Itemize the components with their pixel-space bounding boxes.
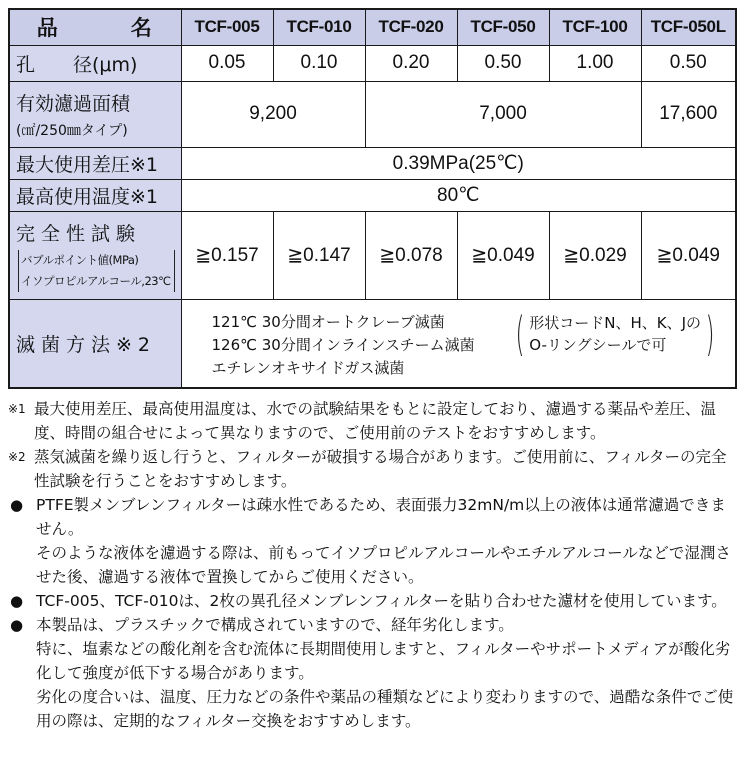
note-mark	[8, 685, 36, 733]
area-row	[9, 81, 736, 147]
sterilization-note-1: 形状コードN、H、K、Jの	[529, 313, 702, 332]
integrity-sublabel	[18, 250, 175, 292]
note-text: PTFE製メンブレンフィルターは疎水性であるため、表面張力32mN/m以上の液体は通常濾過できません。	[36, 496, 726, 538]
note-item	[8, 397, 737, 445]
notes-section	[8, 397, 737, 733]
model-tcf-005: TCF-005	[181, 9, 273, 45]
note-text: 劣化の度合いは、温度、圧力などの条件や薬品の種類などにより変わりますので、過酷な条件でご使用の際は、定期的なフィルター交換をおすすめします。	[36, 688, 734, 730]
bullet-icon: ●	[10, 496, 24, 514]
integrity-value: ≧0.049	[457, 211, 549, 299]
max-pressure-row	[9, 147, 736, 179]
max-pressure-value: 0.39MPa(25℃)	[181, 147, 736, 179]
note-mark: ※1	[8, 402, 26, 416]
pore-value: 0.10	[273, 45, 365, 81]
integrity-sublabel-1: バブルポイント値(MPa)	[21, 252, 139, 267]
sterilization-method: エチレンオキサイドガス滅菌	[211, 358, 405, 377]
max-pressure-label: 最大使用差圧※1	[9, 147, 181, 179]
max-temp-value: 80℃	[181, 179, 736, 211]
pore-row	[9, 45, 736, 81]
header-row	[9, 9, 736, 45]
spec-table	[8, 8, 737, 389]
integrity-value: ≧0.049	[641, 211, 736, 299]
note-mark: ※2	[8, 450, 26, 464]
max-temp-row	[9, 179, 736, 211]
note-text: そのような液体を濾過する際は、前もってイソプロピルアルコールやエチルアルコールなどで湿潤させた後、濾過する液体で置換してからご使用ください。	[36, 544, 731, 586]
integrity-label: 完全性試験	[16, 222, 142, 245]
note-item	[8, 613, 737, 637]
header-label: 品 名	[9, 9, 181, 45]
open-paren-icon: (	[515, 306, 525, 361]
area-sublabel: (㎠/250㎜タイプ)	[16, 122, 128, 139]
area-value: 7,000	[365, 81, 641, 147]
pore-value: 1.00	[549, 45, 641, 81]
close-paren-icon: )	[705, 306, 715, 361]
max-temp-label: 最高使用温度※1	[9, 179, 181, 211]
note-text: TCF-005、TCF-010は、2枚の異孔径メンブレンフィルターを貼り合わせた濾材を使用しています。	[36, 592, 727, 610]
note-item	[8, 445, 737, 493]
integrity-label-cell	[9, 211, 181, 299]
sterilization-methods	[212, 311, 475, 357]
note-item	[8, 589, 737, 613]
pore-value: 0.05	[181, 45, 273, 81]
pore-value: 0.50	[457, 45, 549, 81]
note-item	[8, 541, 737, 589]
pore-value: 0.50	[641, 45, 736, 81]
model-tcf-100: TCF-100	[549, 9, 641, 45]
bullet-icon: ●	[10, 616, 24, 634]
integrity-sublabel-2: イソプロピルアルコール,23℃	[21, 273, 171, 288]
area-value: 9,200	[181, 81, 365, 147]
sterilization-row	[9, 299, 736, 388]
note-text: 蒸気滅菌を繰り返し行うと、フィルターが破損する場合があります。ご使用前に、フィルターの完全性試験を行うことをおすすめします。	[34, 448, 727, 490]
model-tcf-010: TCF-010	[273, 9, 365, 45]
note-item	[8, 493, 737, 541]
model-tcf-050: TCF-050	[457, 9, 549, 45]
bullet-icon: ●	[10, 592, 24, 610]
area-label: 有効濾過面積	[16, 92, 131, 115]
area-label-cell	[9, 81, 181, 147]
model-tcf-050l: TCF-050L	[641, 9, 736, 45]
pore-label: 孔 径(μm)	[9, 45, 181, 81]
note-text: 本製品は、プラスチックで構成されていますので、経年劣化します。	[36, 616, 514, 634]
model-tcf-020: TCF-020	[365, 9, 457, 45]
integrity-value: ≧0.078	[365, 211, 457, 299]
note-mark	[8, 541, 36, 589]
sterilization-note-2: O-リングシールで可	[529, 335, 667, 354]
sterilization-method: 121℃ 30分間オートクレーブ滅菌	[211, 312, 445, 331]
sterilization-note	[511, 306, 719, 361]
sterilization-method: 126℃ 30分間インラインスチーム滅菌	[211, 335, 475, 354]
note-item	[8, 685, 737, 733]
sterilization-cell	[181, 299, 736, 388]
note-mark	[8, 637, 36, 685]
integrity-value: ≧0.157	[181, 211, 273, 299]
integrity-value: ≧0.029	[549, 211, 641, 299]
pore-value: 0.20	[365, 45, 457, 81]
note-text: 最大使用差圧、最高使用温度は、水での試験結果をもとに設定しており、濾過する薬品や差圧、温度、時間の組合せによって異なりますので、ご使用前のテストをおすすめします。	[34, 400, 717, 442]
integrity-row	[9, 211, 736, 299]
note-text: 特に、塩素などの酸化剤を含む流体に長期間使用しますと、フィルターやサポートメディアが酸化劣化して強度が低下する場合があります。	[36, 640, 731, 682]
note-item	[8, 637, 737, 685]
integrity-value: ≧0.147	[273, 211, 365, 299]
area-value: 17,600	[641, 81, 736, 147]
sterilization-label: 滅菌方法※2	[9, 299, 181, 388]
